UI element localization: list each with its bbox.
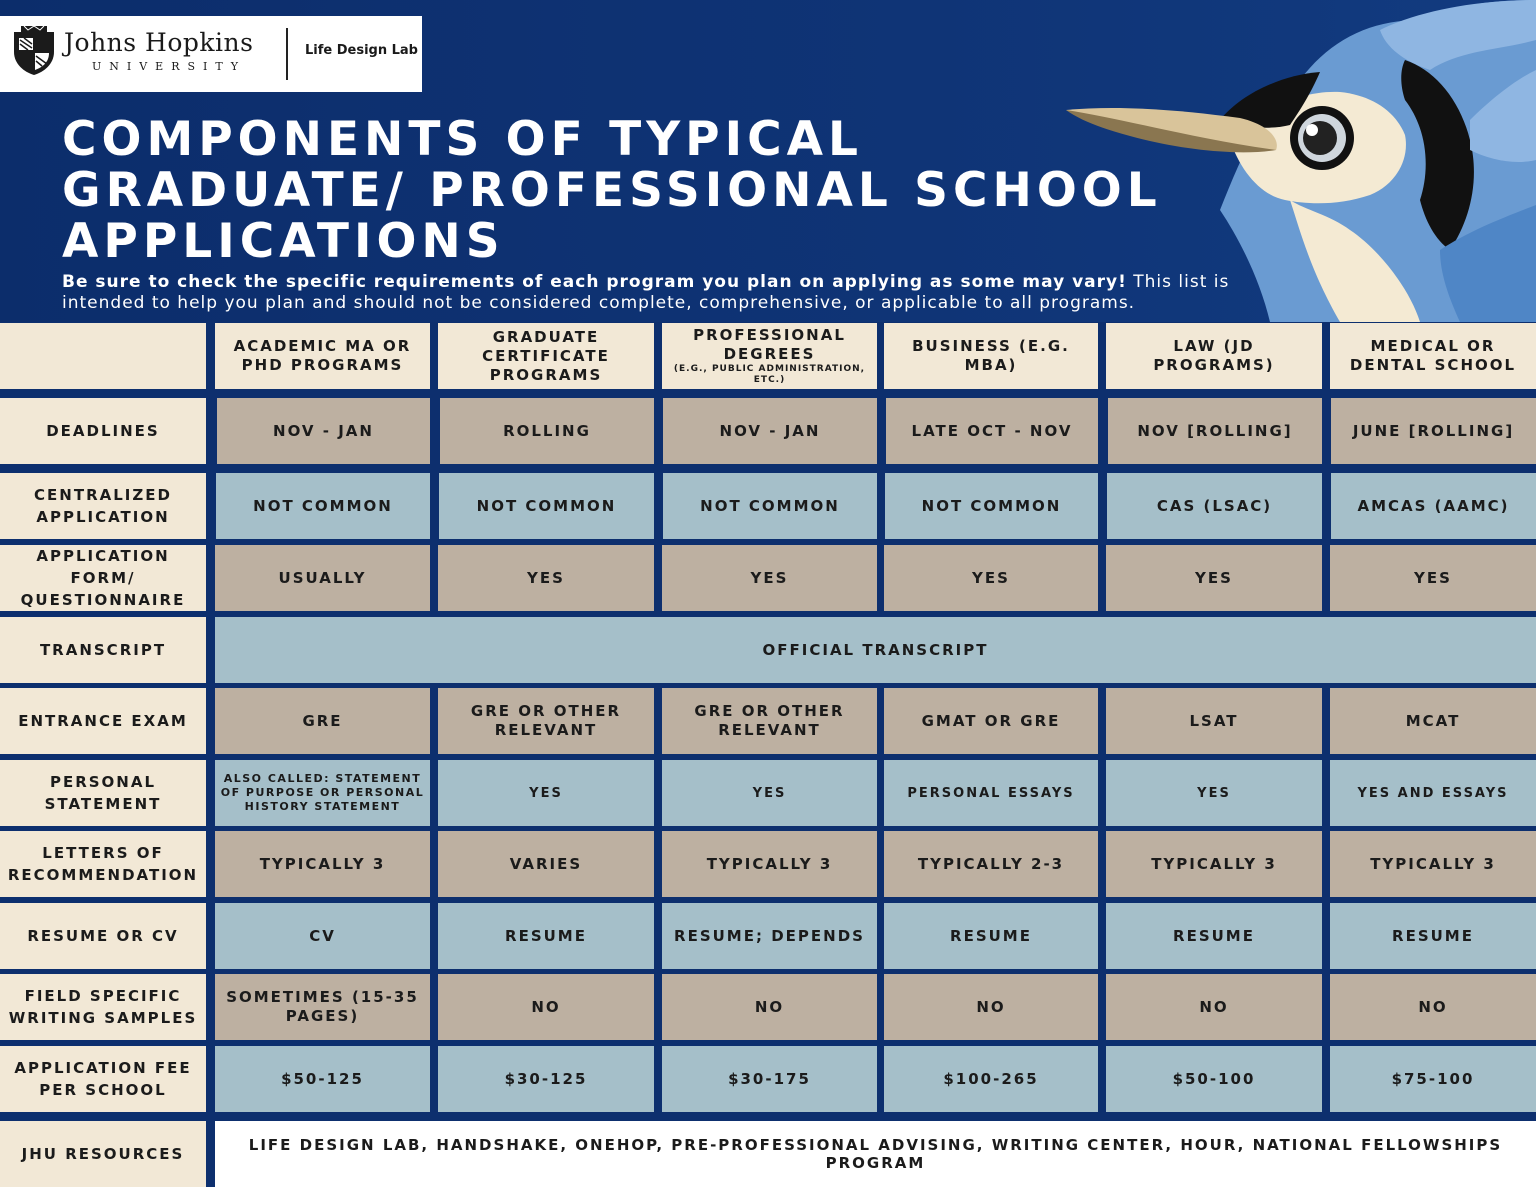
table-cell: NOV - JAN — [217, 398, 430, 464]
column-header-certificate — [438, 323, 654, 389]
table-cell: NO — [438, 974, 654, 1040]
table-cell: MCAT — [1330, 688, 1536, 754]
table-cell: VARIES — [438, 831, 654, 897]
table-cell: ROLLING — [440, 398, 654, 464]
column-header-label: ACADEMIC MA OR PHD PROGRAMS — [233, 337, 412, 374]
table-cell: NO — [662, 974, 877, 1040]
table-cell: PERSONAL ESSAYS — [884, 760, 1098, 826]
table-cell: CAS (LSAC) — [1107, 473, 1322, 539]
table-cell: CV — [215, 903, 430, 969]
table-cell: TYPICALLY 3 — [1330, 831, 1536, 897]
table-cell: NOT COMMON — [885, 473, 1098, 539]
jhu-shield-icon — [12, 26, 56, 76]
university-name: Johns Hopkins — [64, 28, 254, 57]
table-cell: $30-175 — [662, 1046, 877, 1112]
table-cell: RESUME — [438, 903, 654, 969]
column-header-professional — [662, 323, 877, 389]
table-cell: YES — [438, 545, 654, 611]
table-cell: RESUME; DEPENDS — [662, 903, 877, 969]
table-cell: TYPICALLY 3 — [215, 831, 430, 897]
table-cell: NOT COMMON — [439, 473, 654, 539]
row-label-entrance-exam: ENTRANCE EXAM — [0, 688, 206, 754]
logo-divider — [286, 28, 288, 80]
table-cell: JUNE [ROLLING] — [1331, 398, 1536, 464]
table-cell: YES — [884, 545, 1098, 611]
table-cell: RESUME — [1106, 903, 1322, 969]
page-title: COMPONENTS OF TYPICAL GRADUATE/ PROFESSIONAL SCHOOL APPLICATIONS — [62, 112, 1162, 269]
row-label-application-fee: APPLICATION FEE PER SCHOOL — [0, 1046, 206, 1112]
row-label-personal-statement: PERSONAL STATEMENT — [0, 760, 206, 826]
table-cell: TYPICALLY 3 — [1106, 831, 1322, 897]
row-label-application-form: APPLICATION FORM/ QUESTIONNAIRE — [0, 545, 206, 611]
table-cell: RESUME — [884, 903, 1098, 969]
table-cell: $50-125 — [215, 1046, 430, 1112]
row-label-writing-samples: FIELD SPECIFIC WRITING SAMPLES — [0, 974, 206, 1040]
column-header-business — [884, 323, 1098, 389]
column-header-academic — [215, 323, 430, 389]
column-header-law — [1106, 323, 1322, 389]
column-header-label: PROFESSIONAL DEGREES — [693, 326, 846, 363]
row-label-jhu-resources: JHU RESOURCES — [0, 1121, 206, 1187]
column-header-label: LAW (JD PROGRAMS) — [1153, 337, 1275, 374]
table-cell: LATE OCT - NOV — [886, 398, 1098, 464]
table-cell: NOT COMMON — [216, 473, 430, 539]
subtitle-text: This list is intended to help you plan and should not be considered complete, comprehensive, or applicable to all programs. — [62, 272, 1230, 313]
subtitle-emphasis: Be sure to check the specific requirements of each program you plan on applying as some may vary! — [62, 272, 1127, 292]
table-cell: YES — [1330, 545, 1536, 611]
table-cell: $50-100 — [1106, 1046, 1322, 1112]
table-cell: $100-265 — [884, 1046, 1098, 1112]
table-cell: YES AND ESSAYS — [1330, 760, 1536, 826]
row-label-transcript: TRANSCRIPT — [0, 617, 206, 683]
table-cell: $30-125 — [438, 1046, 654, 1112]
table-cell: YES — [662, 760, 877, 826]
table-cell: NO — [1330, 974, 1536, 1040]
column-header-label: GRADUATE CERTIFICATE PROGRAMS — [482, 327, 610, 384]
row-label-letters: LETTERS OF RECOMMENDATION — [0, 831, 206, 897]
table-cell: LSAT — [1106, 688, 1322, 754]
university-subtitle: UNIVERSITY — [92, 60, 246, 73]
table-cell: NOV - JAN — [663, 398, 877, 464]
table-cell: YES — [438, 760, 654, 826]
table-cell: NO — [884, 974, 1098, 1040]
table-cell: NO — [1106, 974, 1322, 1040]
column-header-note: (E.G., PUBLIC ADMINISTRATION, ETC.) — [673, 364, 866, 385]
column-header-label: MEDICAL OR DENTAL SCHOOL — [1349, 337, 1517, 374]
table-cell: $75-100 — [1330, 1046, 1536, 1112]
column-header-medical — [1330, 323, 1536, 389]
table-cell: GRE OR OTHER RELEVANT — [438, 688, 654, 754]
table-cell: SOMETIMES (15-35 PAGES) — [215, 974, 430, 1040]
table-cell: TYPICALLY 2-3 — [884, 831, 1098, 897]
table-cell: TYPICALLY 3 — [662, 831, 877, 897]
table-cell: GMAT OR GRE — [884, 688, 1098, 754]
column-header-label: BUSINESS (E.G. MBA) — [912, 337, 1070, 374]
lab-name: Life Design Lab — [305, 43, 418, 58]
blue-jay-mascot — [1040, 0, 1536, 322]
table-cell: GRE — [215, 688, 430, 754]
table-cell: RESUME — [1330, 903, 1536, 969]
table-cell: GRE OR OTHER RELEVANT — [662, 688, 877, 754]
table-cell: YES — [1106, 545, 1322, 611]
row-label-centralized: CENTRALIZED APPLICATION — [0, 473, 206, 539]
table-cell: NOT COMMON — [663, 473, 877, 539]
row-label-deadlines: DEADLINES — [0, 398, 206, 464]
table-cell: YES — [1106, 760, 1322, 826]
jhu-resources-span-cell: LIFE DESIGN LAB, HANDSHAKE, ONEHOP, PRE-PROFESSIONAL ADVISING, WRITING CENTER, HOUR, NATIONAL FELLOWSHIPS PROGRAM — [215, 1121, 1536, 1187]
table-cell: AMCAS (AAMC) — [1331, 473, 1536, 539]
corner-cell — [0, 323, 206, 389]
row-label-resume: RESUME OR CV — [0, 903, 206, 969]
table-cell: USUALLY — [215, 545, 430, 611]
table-cell: ALSO CALLED: STATEMENT OF PURPOSE OR PERSONAL HISTORY STATEMENT — [215, 760, 430, 826]
transcript-span-cell: OFFICIAL TRANSCRIPT — [215, 617, 1536, 683]
logo-lockup — [0, 16, 422, 92]
table-cell: YES — [662, 545, 877, 611]
table-cell: NOV [ROLLING] — [1108, 398, 1322, 464]
